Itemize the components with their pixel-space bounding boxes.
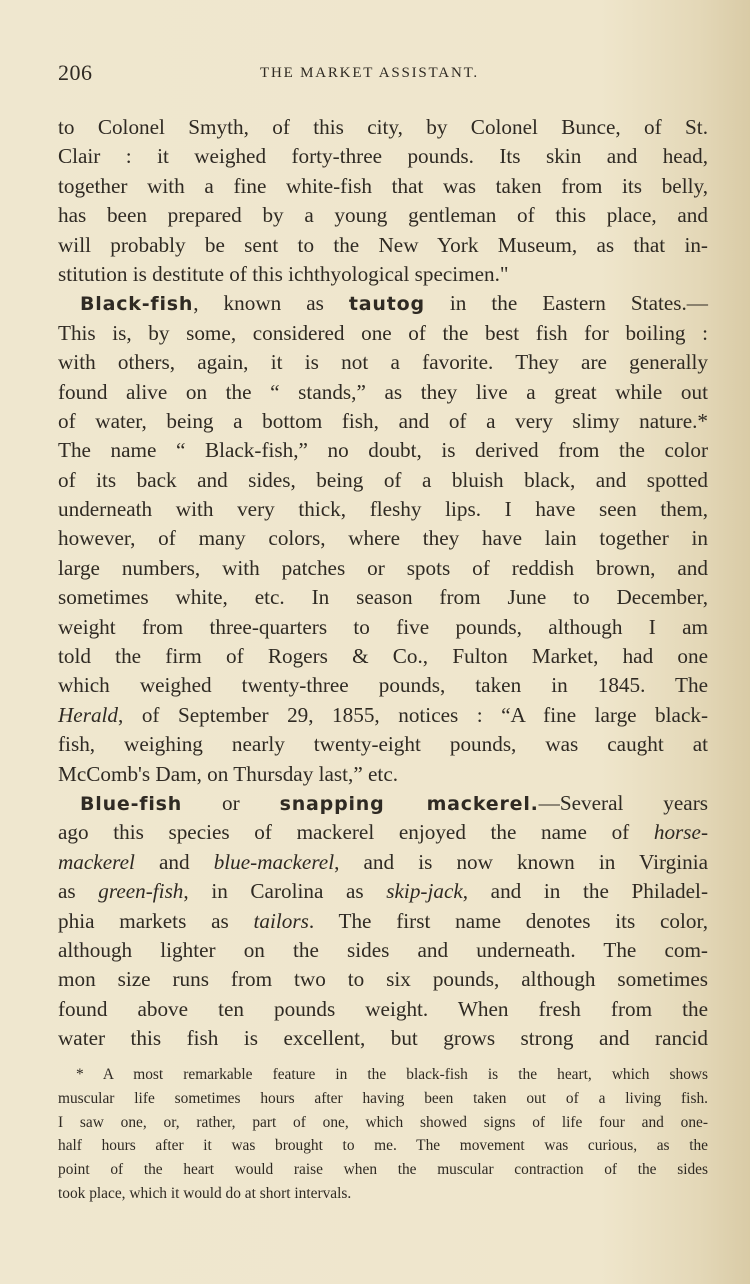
text-line: fish, weighing nearly twenty-eight pounds, was caught at [58,732,708,757]
text-line: to Colonel Smyth, of this city, by Colonel Bunce, of St. [58,115,708,139]
text-line: found above ten pounds weight. When fresh from the [58,996,708,1021]
entry-heading-tautog: tautog [348,293,425,316]
text-line: has been prepared by a young gentleman of this place, and [58,203,708,228]
text-line: Clair : it weighed forty-three pounds. Its skin and head, [58,144,708,169]
entry-heading-blue-fish: Blue-fish [80,792,183,815]
text-line: McComb's Dam, on Thursday last,” etc. [58,761,399,786]
entry-heading-snapping-mackerel: snapping mackerel. [279,792,539,815]
text-line: stitution is destitute of this ichthyological specimen." [58,261,509,286]
text-line: will probably be sent to the New York Museum, as that in- [58,232,708,257]
text-line: phia markets as tailors. The first name denotes its color, [58,908,708,933]
footnote-line: half hours after it was brought to me. The movement was curious, as the [58,1137,708,1155]
text-line: Herald, of September 29, 1855, notices : “A fine large black- [58,702,708,727]
page-number: 206 [58,60,93,85]
body-text [58,113,708,1054]
text-line: as green-fish, in Carolina as skip-jack, and in the Philadel- [58,879,708,904]
text-line: mackerel and blue-mackerel, and is now known in Virginia [58,849,709,874]
text-line: with others, again, it is not a favorite. They are generally [58,350,708,375]
text-line: ago this species of mackerel enjoyed the name of horse- [58,820,708,845]
text-line: told the firm of Rogers & Co., Fulton Market, had one [58,644,708,669]
text-line: which weighed twenty-three pounds, taken in 1845. The [58,673,708,698]
text-line: weight from three-quarters to five pounds, although I am [58,614,708,639]
footnote-line: muscular life sometimes hours after having been taken out of a living fish. [58,1089,708,1107]
italic-herald: Herald [58,702,119,727]
text-line: found alive on the “ stands,” as they live a great while out [58,379,708,404]
page-header [58,60,712,90]
text-line: The name “ Black-fish,” no doubt, is derived from the color [58,438,708,463]
footnote-line: I saw one, or, rather, part of one, which showed signs of life four and one- [58,1113,708,1131]
text-line: mon size runs from two to six pounds, although sometimes [58,967,708,992]
text-line: together with a fine white-fish that was taken from its belly, [58,173,708,198]
running-head: THE MARKET ASSISTANT. [260,65,479,81]
text-line: sometimes white, etc. In season from June to December, [58,585,708,610]
text-line: This is, by some, considered one of the best fish for boiling : [58,320,708,345]
text-line: Blue-fish or snapping mackerel.—Several years [80,790,709,815]
text-line: of water, being a bottom fish, and of a very slimy nature.* [58,408,708,433]
text-line: large numbers, with patches or spots of reddish brown, and [58,555,708,580]
text-line: underneath with very thick, fleshy lips. I have seen them, [58,497,708,522]
text-line: Black-fish, known as tautog in the Eastern States.— [80,291,708,316]
text-line: although lighter on the sides and underneath. The com- [58,937,708,962]
text-line: however, of many colors, where they have lain together in [58,526,708,551]
footnote-line: point of the heart would raise when the muscular contraction of the sides [58,1161,708,1179]
footnote-line: * A most remarkable feature in the black-fish is the heart, which shows [76,1066,708,1083]
footnote [58,1063,708,1206]
text-line: water this fish is excellent, but grows strong and rancid [58,1026,708,1051]
text-line: of its back and sides, being of a bluish black, and spotted [58,467,708,492]
entry-heading-black-fish: Black-fish [80,293,194,316]
footnote-line: took place, which it would do at short intervals. [58,1184,352,1202]
